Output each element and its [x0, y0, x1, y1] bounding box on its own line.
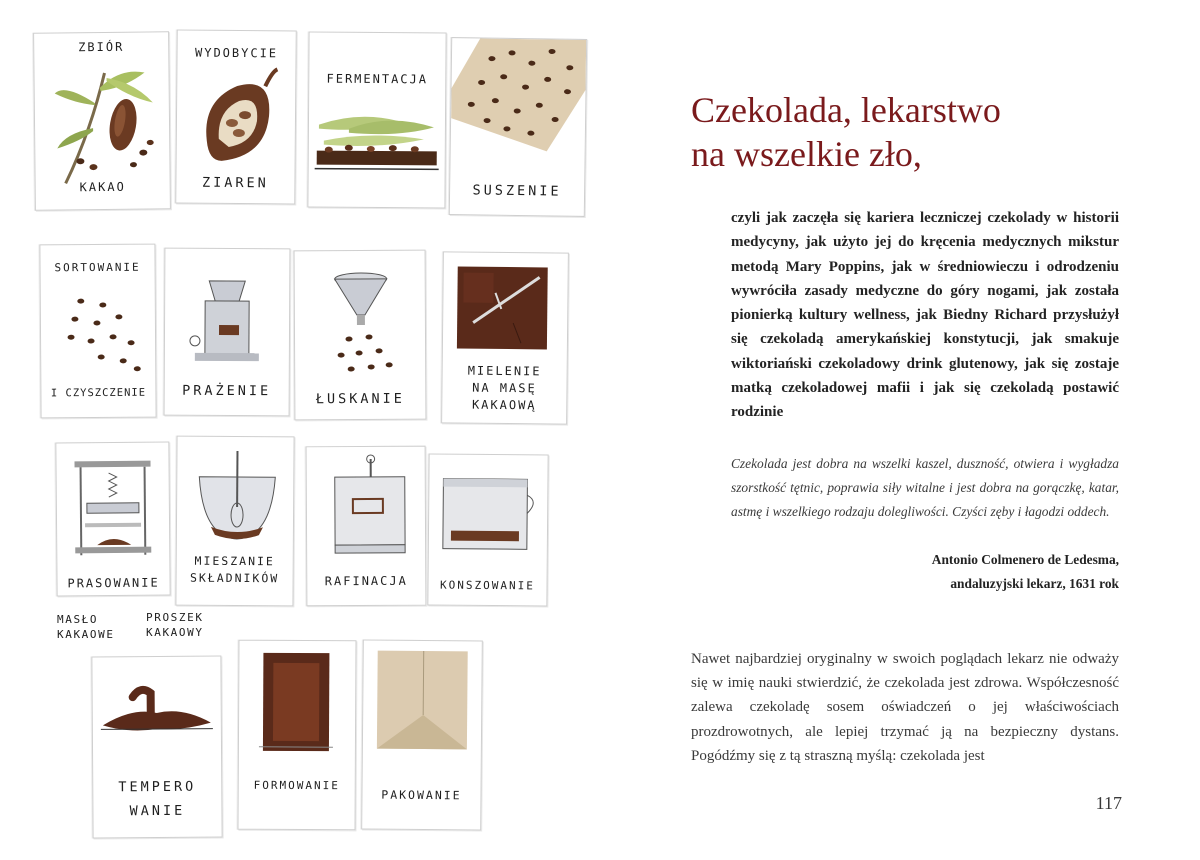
label-ziaren: ZIAREN [201, 174, 269, 192]
label-maslo-kakaowe: MASŁO KAKAOWE [57, 613, 115, 641]
card-sorting [39, 244, 156, 419]
quote-attribution [820, 548, 1119, 596]
quote-source: andaluzyjski lekarz, 1631 rok [950, 576, 1119, 591]
chocolate-bar-mold-illustration [239, 641, 356, 830]
label-prasowanie: PRASOWANIE [67, 575, 160, 591]
card-roasting [164, 248, 291, 417]
page-number: 117 [1095, 793, 1122, 813]
card-tempering [91, 656, 222, 839]
card-winnowing [294, 250, 427, 421]
body-paragraph: Nawet najbardziej oryginalny w swoich poglądach lekarz nie odważy się w imię nauki stwierdzić, że czekolada jest zdrowa. Współczesność zalewa czekoladę sosem oświadczeń o jej właściwościach prozdrowotnych, ale lepiej trzymać ją na bezpieczny dystans. Pogódźmy się z tą straszną myślą: czekolada jest [691, 651, 1119, 764]
label-mieszanie: MIESZANIE SKŁADNIKÓW [189, 553, 280, 586]
card-conching [427, 453, 548, 606]
card-mixing [175, 436, 294, 607]
fermenting-beans-leaves-illustration [308, 33, 445, 208]
label-prazenie: PRAŻENIE [182, 382, 272, 400]
quote-author: Antonio Colmenero de Ledesma, [931, 552, 1119, 567]
label-luskanie: ŁUSKANIE [315, 390, 405, 408]
label-rafinacja: RAFINACJA [324, 573, 408, 589]
label-fermentacja: FERMENTACJA [326, 71, 429, 87]
article-title [691, 88, 1131, 176]
card-fermentation [307, 32, 446, 209]
label-formowanie: FORMOWANIE [253, 778, 340, 793]
card-molding [238, 640, 357, 831]
lead-paragraph: czyli jak zaczęła się kariera leczniczej czekolady w historii medycyny, jak użyto jej do kręcenia medycznych mikstur metodą Mary Poppins, jak w średniowieczu i odrodzeniu wywróciła zasady medyczne do góry nogami, jak została pionierką kultury wellness, jak Biedny Richard przysłużył się czekoladą amerykańskiej konstytucji, jak smakuje wiktoriański czekoladowy drink glutenowy, jak się zostaje matką czekoladowej mafii i jak się czekoladą postawić rodzinie [731, 210, 1119, 421]
label-mielenie: MIELENIE NA MASĘ KAKAOWĄ [467, 363, 542, 413]
title-line-1: Czekolada, lekarstwo [691, 90, 1001, 130]
label-czyszczenie: I CZYSZCZENIE [50, 386, 147, 400]
label-proszek-kakaowy: PROSZEK KAKAOWY [146, 611, 204, 639]
label-pakowanie: PAKOWANIE [381, 787, 462, 803]
label-sortowanie: SORTOWANIE [54, 260, 141, 275]
epigraph-quote: Czekolada jest dobra na wszelki kaszel, duszność, otwiera i wygładza szorstkość tętnic, poprawia siły witalne i jest dobra na gorączkę, katar, astmę i wszelkiego rodzaju dolegliwości. Czyści zęby i łagodzi oddech. [731, 456, 1119, 519]
card-drying [449, 37, 587, 217]
card-packaging [361, 639, 483, 830]
card-pressing [55, 442, 170, 597]
card-grinding [441, 251, 569, 424]
label-kakao: KAKAO [79, 179, 126, 195]
label-zbior: ZBIÓR [78, 39, 125, 55]
label-temperowanie: TEMPERO WANIE [118, 778, 197, 820]
card-refining [306, 446, 427, 607]
label-konszowanie: KONSZOWANIE [440, 578, 535, 593]
label-wydobycie: WYDOBYCIE [194, 45, 279, 61]
card-bean-extraction [175, 29, 297, 204]
cocoa-press-illustration [56, 443, 169, 596]
label-suszenie: SUSZENIE [472, 182, 562, 200]
card-harvest [33, 31, 171, 210]
title-line-2: na wszelkie zło, [691, 134, 922, 174]
